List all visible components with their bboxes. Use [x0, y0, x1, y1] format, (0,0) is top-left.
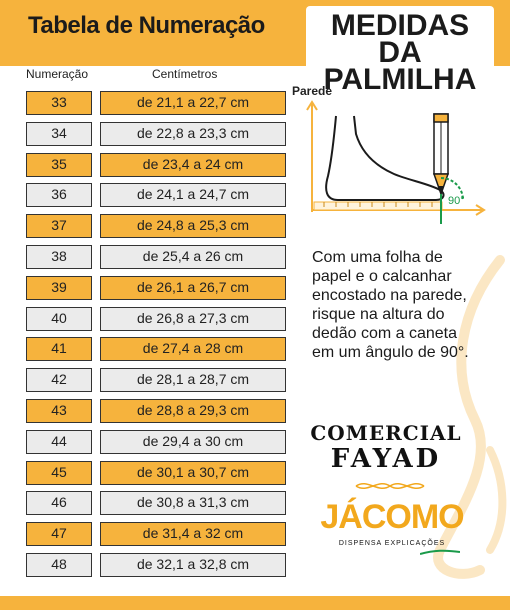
cm-range-cell: de 30,1 a 30,7 cm — [100, 461, 286, 485]
cm-range-cell: de 26,1 a 26,7 cm — [100, 276, 286, 300]
cm-range-cell: de 31,4 a 32 cm — [100, 522, 286, 546]
foot-icon — [326, 116, 443, 200]
table-row — [26, 214, 286, 238]
col-header-size: Numeração — [26, 67, 89, 81]
foot-measure-diagram — [296, 98, 492, 230]
insole-title-line1: MEDIDAS DA — [330, 9, 470, 69]
tagline-swoosh-icon — [420, 548, 460, 556]
size-cell: 34 — [26, 122, 92, 146]
cm-range-cell: de 32,1 a 32,8 cm — [100, 553, 286, 577]
instructions-line-5: dedão com a caneta — [312, 325, 457, 342]
jacomo-logo: JÁCOMO — [320, 498, 464, 536]
size-cell: 37 — [26, 214, 92, 238]
size-cell: 45 — [26, 461, 92, 485]
instructions-line-3: encostado na parede, — [312, 287, 467, 304]
store-logo-line2: FAYAD — [330, 444, 442, 474]
col-header-cm: Centímetros — [152, 67, 218, 81]
table-row — [26, 491, 286, 515]
table-row — [26, 307, 286, 331]
cm-range-cell: de 27,4 a 28 cm — [100, 337, 286, 361]
table-row — [26, 522, 286, 546]
table-row — [26, 122, 286, 146]
size-cell: 46 — [26, 491, 92, 515]
cm-range-cell: de 21,1 a 22,7 cm — [100, 91, 286, 115]
insole-title-line2: PALMILHA — [323, 63, 477, 96]
cm-range-cell: de 30,8 a 31,3 cm — [100, 491, 286, 515]
pencil-icon — [434, 114, 448, 194]
table-row — [26, 368, 286, 392]
size-cell: 42 — [26, 368, 92, 392]
angle-label: 90° — [448, 195, 465, 207]
size-cell: 33 — [26, 91, 92, 115]
size-cell: 44 — [26, 430, 92, 454]
size-cell: 39 — [26, 276, 92, 300]
wall-label: Parede — [292, 84, 333, 98]
cm-range-cell: de 24,1 a 24,7 cm — [100, 183, 286, 207]
size-cell: 40 — [26, 307, 92, 331]
size-cell: 35 — [26, 153, 92, 177]
instructions-line-4: risque na altura do — [312, 306, 445, 323]
table-row — [26, 337, 286, 361]
cm-range-cell: de 23,4 a 24 cm — [100, 153, 286, 177]
table-row — [26, 461, 286, 485]
cm-range-cell: de 29,4 a 30 cm — [100, 430, 286, 454]
table-row — [26, 553, 286, 577]
brand-tagline: DISPENSA EXPLICAÇÕES — [338, 540, 446, 547]
instructions-line-1: Com uma folha de — [312, 249, 443, 266]
size-cell: 36 — [26, 183, 92, 207]
table-row — [26, 276, 286, 300]
size-cell: 48 — [26, 553, 92, 577]
ruler-icon — [314, 202, 442, 210]
cm-range-cell: de 28,8 a 29,3 cm — [100, 399, 286, 423]
size-cell: 47 — [26, 522, 92, 546]
cm-range-cell: de 28,1 a 28,7 cm — [100, 368, 286, 392]
cm-range-cell: de 24,8 a 25,3 cm — [100, 214, 286, 238]
store-logo-line1: COMERCIAL — [310, 421, 462, 445]
table-row — [26, 91, 286, 115]
size-cell: 41 — [26, 337, 92, 361]
cm-range-cell: de 22,8 a 23,3 cm — [100, 122, 286, 146]
table-row — [26, 245, 286, 269]
size-cell: 38 — [26, 245, 92, 269]
table-row — [26, 183, 286, 207]
table-row — [26, 399, 286, 423]
store-logo — [306, 420, 466, 472]
cm-range-cell: de 25,4 a 26 cm — [100, 245, 286, 269]
table-row — [26, 430, 286, 454]
page-title: Tabela de Numeração — [28, 12, 265, 39]
bottom-bar — [0, 596, 510, 610]
instructions-text — [312, 248, 504, 362]
ornament-icon — [354, 478, 426, 494]
table-row — [26, 153, 286, 177]
instructions-line-6: em um ângulo de 90°. — [312, 344, 469, 361]
size-cell: 43 — [26, 399, 92, 423]
cm-range-cell: de 26,8 a 27,3 cm — [100, 307, 286, 331]
instructions-line-2: papel e o calcanhar — [312, 268, 452, 285]
